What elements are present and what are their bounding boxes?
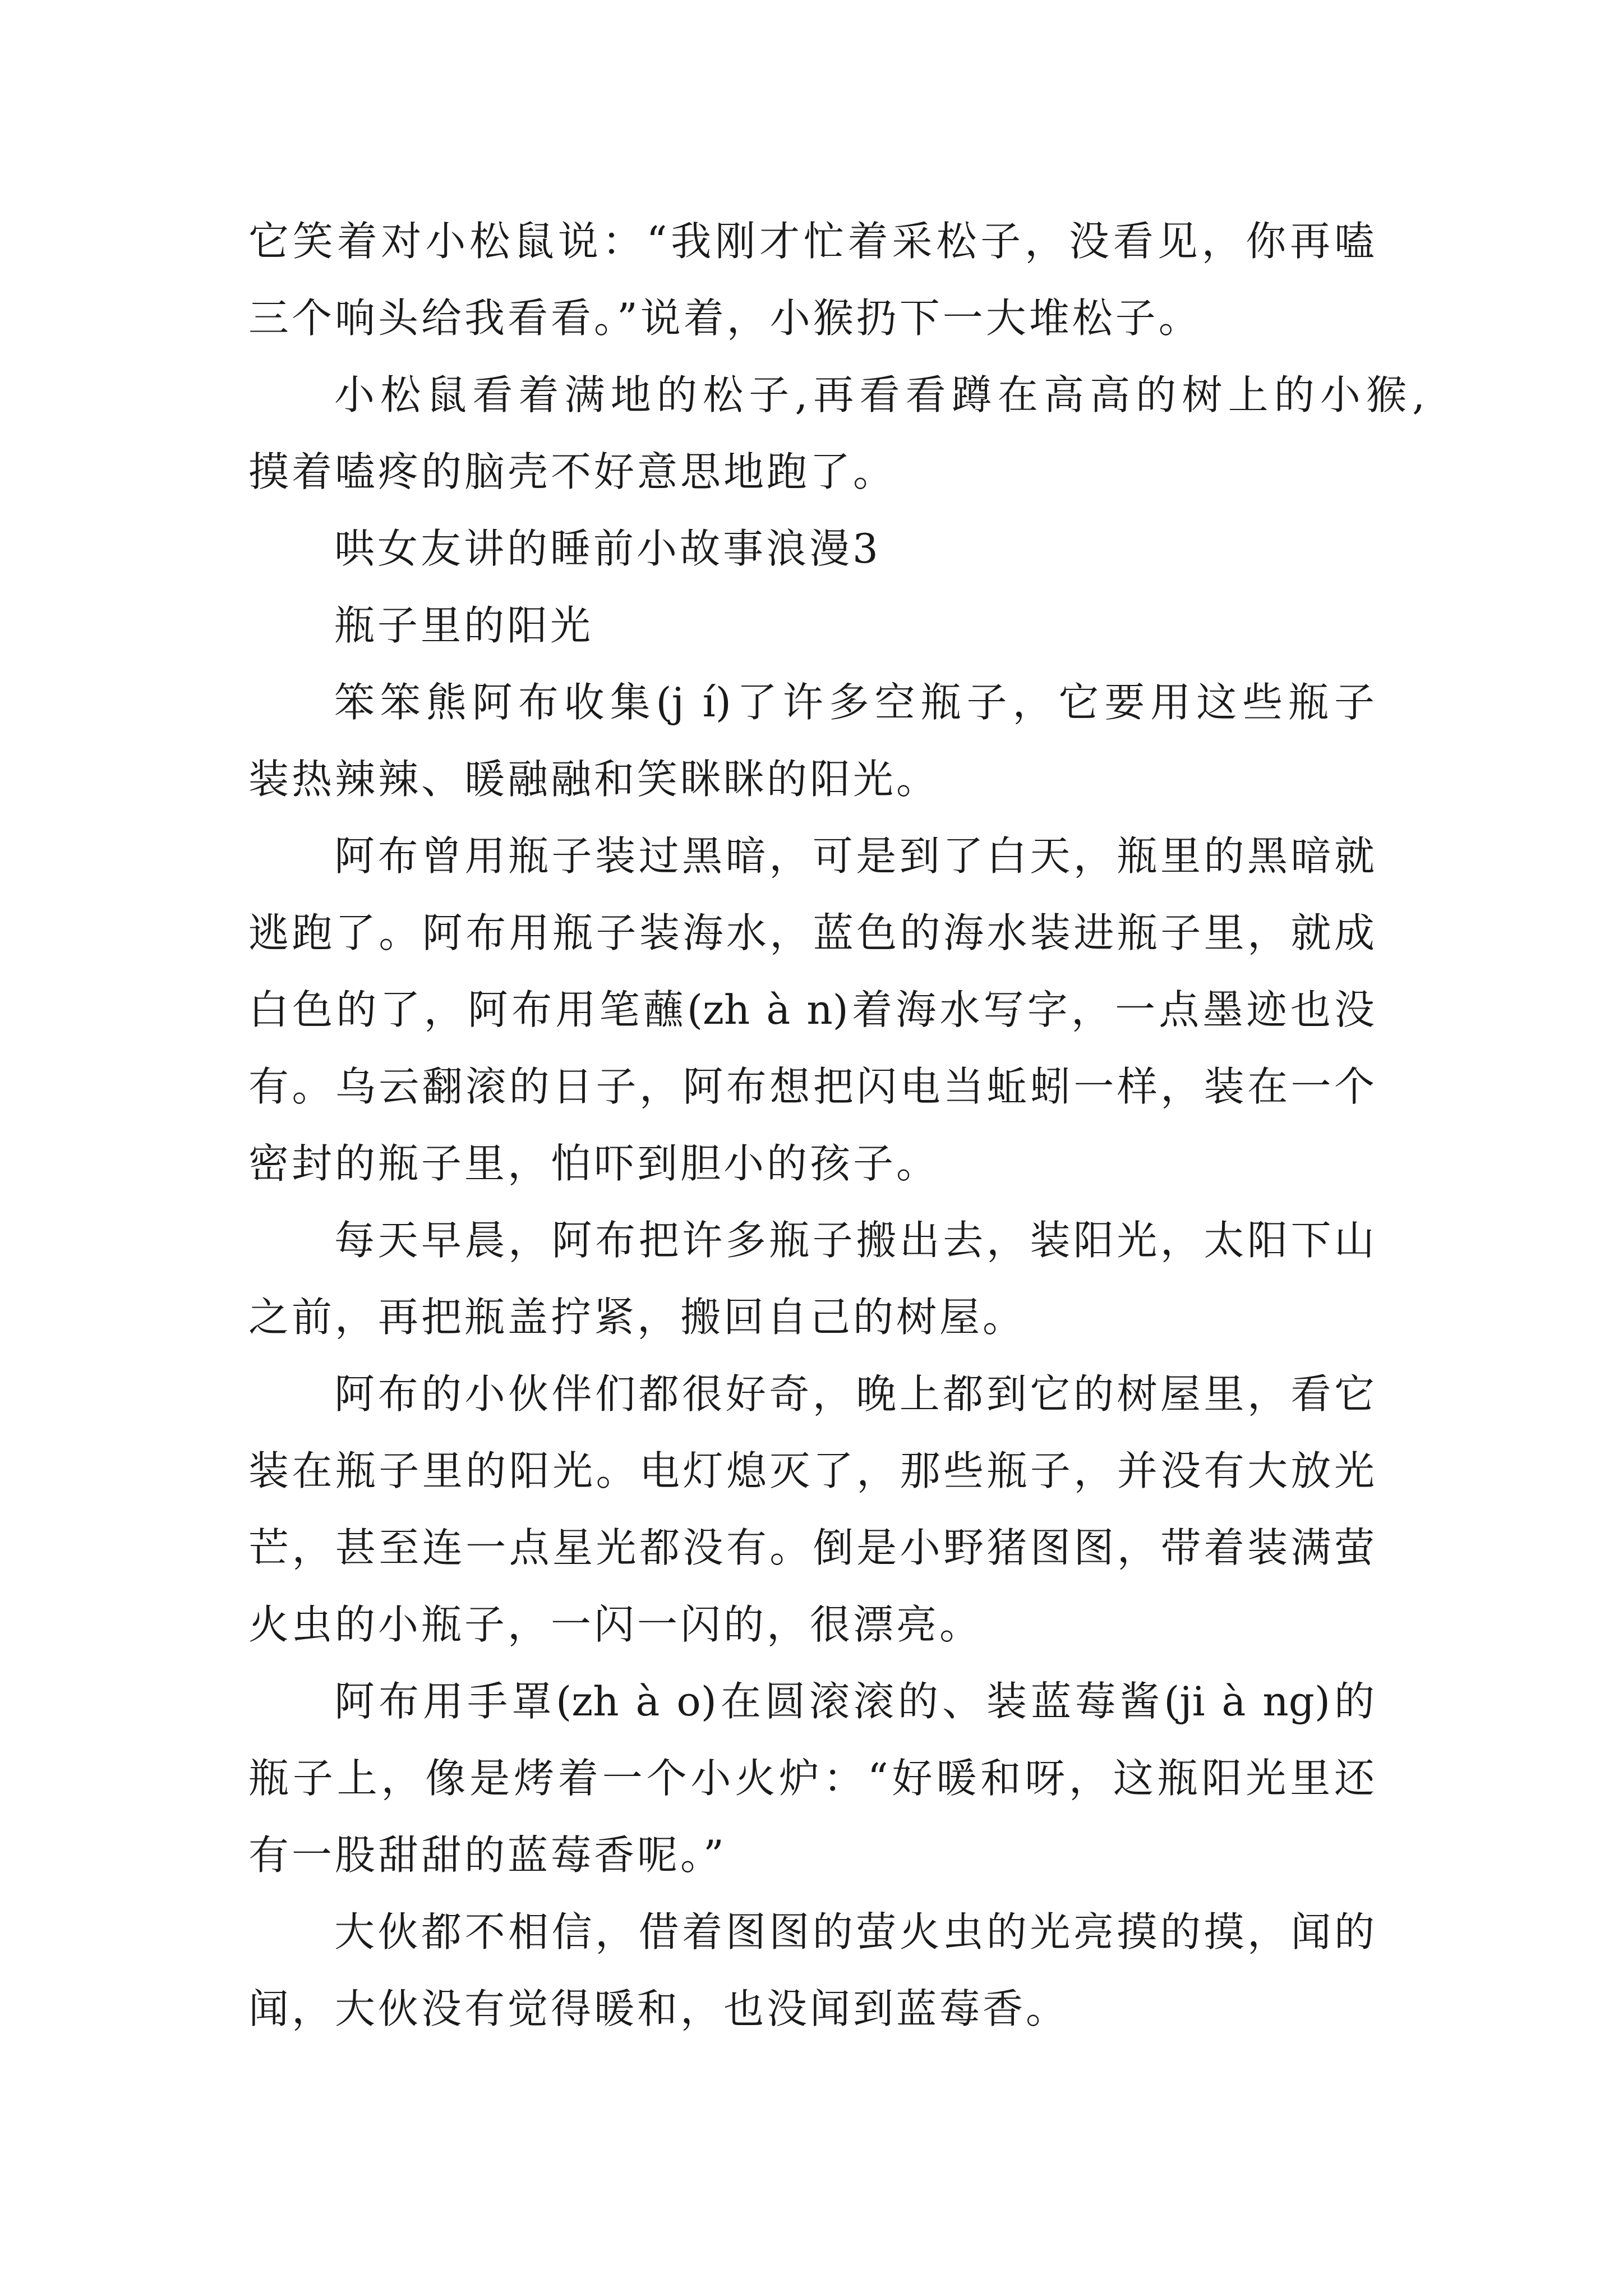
paragraph	[248, 1356, 1375, 1663]
text-line: 阿布曾用瓶子装过黑暗，可是到了白天，瓶里的黑暗就	[334, 832, 1375, 880]
text-line: 白色的了，阿布用笔蘸(zh à n)着海水写字，一点墨迹也没	[248, 986, 1375, 1033]
text-line: 有一股甜甜的蓝莓香呢。”	[248, 1832, 727, 1879]
text-line: 它笑着对小松鼠说：“我刚才忙着采松子，没看见，你再嗑	[248, 218, 1375, 265]
text-line: 阿布用手罩(zh à o)在圆滚滚的、装蓝莓酱(ji à ng)的	[334, 1678, 1375, 1725]
body-text	[248, 203, 1425, 2047]
text-line: 摸着嗑疼的脑壳不好意思地跑了。	[248, 448, 897, 495]
paragraph	[248, 1894, 1375, 2047]
section-heading	[248, 510, 1375, 587]
paragraph	[248, 664, 1375, 818]
text-line: 每天早晨，阿布把许多瓶子搬出去，装阳光，太阳下山	[334, 1217, 1375, 1264]
paragraph	[248, 1663, 1375, 1894]
text-line: 密封的瓶子里，怕吓到胆小的孩子。	[248, 1140, 940, 1187]
text-line: 小松鼠看着满地的松子,再看看蹲在高高的树上的小猴,	[334, 371, 1425, 418]
text-line: 阿布的小伙伴们都很好奇，晚上都到它的树屋里，看它	[334, 1370, 1375, 1418]
paragraph	[248, 357, 1425, 510]
text-line: 火虫的小瓶子，一闪一闪的，很漂亮。	[248, 1601, 983, 1648]
text-line: 装热辣辣、暖融融和笑眯眯的阳光。	[248, 756, 940, 803]
heading-line: 哄女友讲的睡前小故事浪漫3	[334, 525, 881, 572]
text-line: 瓶子上，像是烤着一个小火炉：“好暖和呀，这瓶阳光里还	[248, 1755, 1375, 1802]
text-line: 大伙都不相信，借着图图的萤火虫的光亮摸的摸，闻的	[334, 1908, 1375, 1955]
text-line: 逃跑了。阿布用瓶子装海水，蓝色的海水装进瓶子里，就成	[248, 909, 1375, 956]
text-line: 之前，再把瓶盖拧紧，搬回自己的树屋。	[248, 1294, 1026, 1341]
text-line: 芒，甚至连一点星光都没有。倒是小野猪图图，带着装满萤	[248, 1524, 1375, 1571]
text-line: 三个响头给我看看。”说着，小猴扔下一大堆松子。	[248, 295, 1202, 342]
paragraph	[248, 1202, 1375, 1356]
title-line: 瓶子里的阳光	[334, 602, 594, 649]
text-line: 装在瓶子里的阳光。电灯熄灭了，那些瓶子，并没有大放光	[248, 1447, 1375, 1494]
paragraph	[248, 203, 1375, 357]
story-title	[248, 587, 1375, 664]
text-line: 闻，大伙没有觉得暖和，也没闻到蓝莓香。	[248, 1985, 1069, 2032]
text-line: 有。乌云翻滚的日子，阿布想把闪电当蚯蚓一样，装在一个	[248, 1063, 1375, 1110]
paragraph	[248, 818, 1375, 1202]
text-line: 笨笨熊阿布收集(j í)了许多空瓶子，它要用这些瓶子	[334, 679, 1375, 726]
